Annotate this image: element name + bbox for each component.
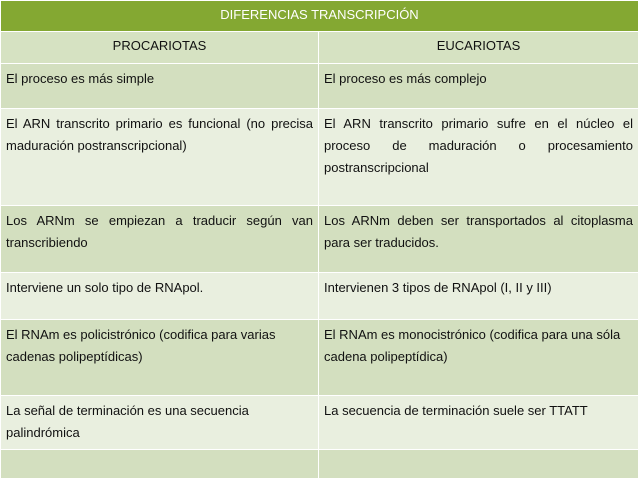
cell-eukaryotes: Intervienen 3 tipos de RNApol (I, II y III) bbox=[319, 273, 638, 320]
cell-eukaryotes bbox=[319, 450, 638, 479]
table-row bbox=[1, 109, 638, 205]
table-row bbox=[1, 320, 638, 396]
table-title: DIFERENCIAS TRANSCRIPCIÓN bbox=[1, 1, 638, 32]
cell-eukaryotes: Los ARNm deben ser transportados al citoplasma para ser traducidos. bbox=[319, 205, 638, 273]
cell-prokaryotes: La señal de terminación es una secuencia palindrómica bbox=[1, 396, 319, 450]
cell-eukaryotes: El proceso es más complejo bbox=[319, 64, 638, 109]
cell-prokaryotes: Interviene un solo tipo de RNApol. bbox=[1, 273, 319, 320]
table-row bbox=[1, 64, 638, 109]
cell-eukaryotes: El ARN transcrito primario sufre en el núcleo el proceso de maduración o procesamiento postranscripcional bbox=[319, 109, 638, 205]
cell-prokaryotes bbox=[1, 450, 319, 479]
cell-prokaryotes: Los ARNm se empiezan a traducir según van transcribiendo bbox=[1, 205, 319, 273]
cell-eukaryotes: El RNAm es monocistrónico (codifica para una sóla cadena polipeptídica) bbox=[319, 320, 638, 396]
table-row bbox=[1, 205, 638, 273]
cell-prokaryotes: El ARN transcrito primario es funcional (no precisa maduración postranscripcional) bbox=[1, 109, 319, 205]
table-row bbox=[1, 273, 638, 320]
header-row bbox=[1, 31, 638, 64]
column-header-prokaryotes: PROCARIOTAS bbox=[1, 31, 319, 64]
cell-eukaryotes: La secuencia de terminación suele ser TTATT bbox=[319, 396, 638, 450]
title-row bbox=[1, 1, 638, 32]
column-header-eukaryotes: EUCARIOTAS bbox=[319, 31, 638, 64]
table-row bbox=[1, 450, 638, 479]
cell-prokaryotes: El RNAm es policistrónico (codifica para varias cadenas polipeptídicas) bbox=[1, 320, 319, 396]
cell-prokaryotes: El proceso es más simple bbox=[1, 64, 319, 109]
table-row bbox=[1, 396, 638, 450]
